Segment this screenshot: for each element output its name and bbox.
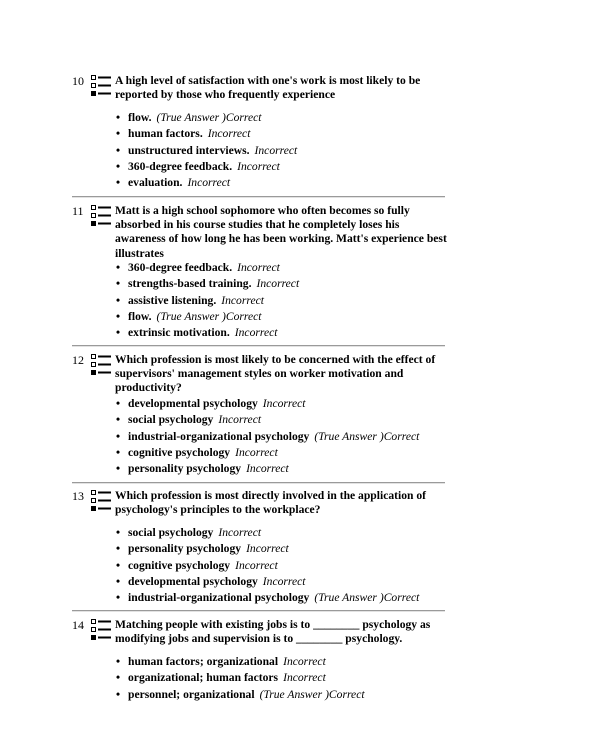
answer-item: [116, 325, 299, 341]
question-text: A high level of satisfaction with one's work is most likely to be reported by those who frequently experience: [115, 74, 421, 102]
question-divider: [72, 345, 445, 347]
answer-verdict: Incorrect: [262, 574, 306, 588]
bullet-icon: •: [116, 326, 121, 340]
answer-item: [116, 541, 419, 557]
answer-list: [116, 654, 365, 703]
answer-text: industrial-organizational psychology: [128, 591, 310, 605]
answer-verdict: Incorrect: [283, 671, 326, 685]
answer-text: personality psychology: [128, 542, 242, 556]
question-number: 11: [72, 204, 84, 218]
answer-item: [116, 558, 419, 574]
answer-text: 360-degree feedback.: [128, 159, 233, 173]
answer-verdict: Incorrect: [218, 526, 262, 539]
answer-verdict: Incorrect: [246, 542, 289, 556]
answer-item: [116, 293, 299, 309]
answer-text: unstructured interviews.: [128, 143, 250, 157]
bullet-icon: •: [116, 591, 121, 605]
bullet-icon: •: [116, 293, 121, 307]
answer-verdict: (True Answer )Correct: [156, 111, 262, 124]
bullet-icon: •: [116, 655, 121, 668]
answer-verdict: Incorrect: [262, 397, 306, 410]
bullet-icon: •: [116, 429, 121, 443]
answer-item: [116, 159, 297, 175]
bullet-icon: •: [116, 462, 121, 476]
answer-item: [116, 143, 297, 159]
bullet-icon: •: [116, 574, 121, 588]
bullet-icon: •: [116, 159, 121, 173]
question-number: 12: [72, 353, 84, 367]
bullet-icon: •: [116, 687, 121, 701]
answer-item: [116, 429, 419, 445]
question-list-icon: [90, 489, 112, 513]
bullet-icon: •: [116, 309, 121, 323]
question-divider: [72, 482, 445, 484]
question-number: 10: [72, 74, 84, 88]
answer-item: [116, 260, 299, 276]
answer-list: [116, 260, 299, 341]
answer-item: [116, 525, 419, 541]
answer-text: personnel; organizational: [128, 687, 255, 701]
answer-item: [116, 276, 299, 292]
bullet-icon: •: [116, 176, 121, 190]
question-divider: [72, 196, 445, 198]
answer-item: [116, 590, 419, 606]
answer-item: [116, 445, 419, 461]
bullet-icon: •: [116, 127, 121, 141]
answer-item: [116, 175, 297, 191]
question-list-icon: [90, 353, 112, 377]
answer-text: personality psychology: [128, 462, 242, 476]
answer-text: flow.: [128, 309, 152, 323]
answer-verdict: Incorrect: [235, 558, 278, 572]
answer-text: social psychology: [128, 526, 214, 539]
question-text: Matt is a high school sophomore who often becomes so fully absorbed in his course studies that he completely loses his awareness of how long he has been working. Matt's experience best illustrates: [115, 204, 447, 260]
bullet-icon: •: [116, 558, 121, 572]
answer-verdict: Incorrect: [207, 127, 251, 141]
answer-verdict: Incorrect: [218, 413, 262, 427]
bullet-icon: •: [116, 671, 121, 685]
answer-verdict: Incorrect: [283, 655, 326, 668]
answer-list: [116, 396, 419, 477]
answer-text: assistive listening.: [128, 293, 217, 307]
answer-verdict: (True Answer )Correct: [259, 687, 365, 701]
answer-item: [116, 396, 419, 412]
question-number: 14: [72, 618, 84, 632]
answer-verdict: Incorrect: [254, 143, 298, 157]
answer-text: cognitive psychology: [128, 558, 231, 572]
question-text: Which profession is most directly involved in the application of psychology's principles to the workplace?: [115, 489, 427, 517]
answer-item: [116, 412, 419, 428]
question-list-icon: [90, 618, 112, 642]
answer-verdict: Incorrect: [237, 159, 280, 173]
answer-verdict: (True Answer )Correct: [314, 429, 420, 443]
answer-item: [116, 461, 419, 477]
answer-item: [116, 687, 365, 703]
question-text: Matching people with existing jobs is to ________ psychology as modifying jobs and supervision is to ________ psychology.: [115, 618, 431, 646]
answer-verdict: Incorrect: [221, 293, 264, 307]
answer-verdict: Incorrect: [235, 445, 278, 459]
answer-text: developmental psychology: [128, 397, 258, 410]
answer-text: social psychology: [128, 413, 214, 427]
question-list-icon: [90, 74, 112, 98]
answer-item: [116, 110, 297, 126]
answer-item: [116, 309, 299, 325]
answer-text: flow.: [128, 111, 152, 124]
answer-text: industrial-organizational psychology: [128, 429, 310, 443]
bullet-icon: •: [116, 397, 121, 410]
answer-text: extrinsic motivation.: [128, 326, 230, 340]
question-divider: [72, 610, 445, 612]
bullet-icon: •: [116, 413, 121, 427]
answer-verdict: Incorrect: [237, 261, 280, 274]
answer-verdict: (True Answer )Correct: [156, 309, 262, 323]
answer-text: 360-degree feedback.: [128, 261, 233, 274]
answer-item: [116, 126, 297, 142]
bullet-icon: •: [116, 277, 121, 291]
answer-verdict: Incorrect: [187, 176, 231, 190]
question-text: Which profession is most likely to be concerned with the effect of supervisors' management styles on worker motivation and productivity?: [115, 353, 436, 395]
answer-verdict: Incorrect: [234, 326, 278, 340]
answer-item: [116, 574, 419, 590]
bullet-icon: •: [116, 526, 121, 539]
question-number: 13: [72, 489, 84, 503]
answer-text: strengths-based training.: [128, 277, 252, 291]
question-list-icon: [90, 204, 112, 228]
answer-text: human factors.: [128, 127, 203, 141]
answer-text: organizational; human factors: [128, 671, 279, 685]
answer-item: [116, 654, 365, 670]
answer-text: human factors; organizational: [128, 655, 279, 668]
bullet-icon: •: [116, 261, 121, 274]
answer-verdict: Incorrect: [246, 462, 289, 476]
answer-text: cognitive psychology: [128, 445, 231, 459]
bullet-icon: •: [116, 445, 121, 459]
answer-verdict: (True Answer )Correct: [314, 591, 420, 605]
answer-list: [116, 110, 297, 191]
answer-verdict: Incorrect: [256, 277, 300, 291]
answer-list: [116, 525, 419, 606]
answer-item: [116, 670, 365, 686]
bullet-icon: •: [116, 143, 121, 157]
answer-text: evaluation.: [128, 176, 183, 190]
bullet-icon: •: [116, 111, 121, 124]
bullet-icon: •: [116, 542, 121, 556]
answer-text: developmental psychology: [128, 574, 258, 588]
